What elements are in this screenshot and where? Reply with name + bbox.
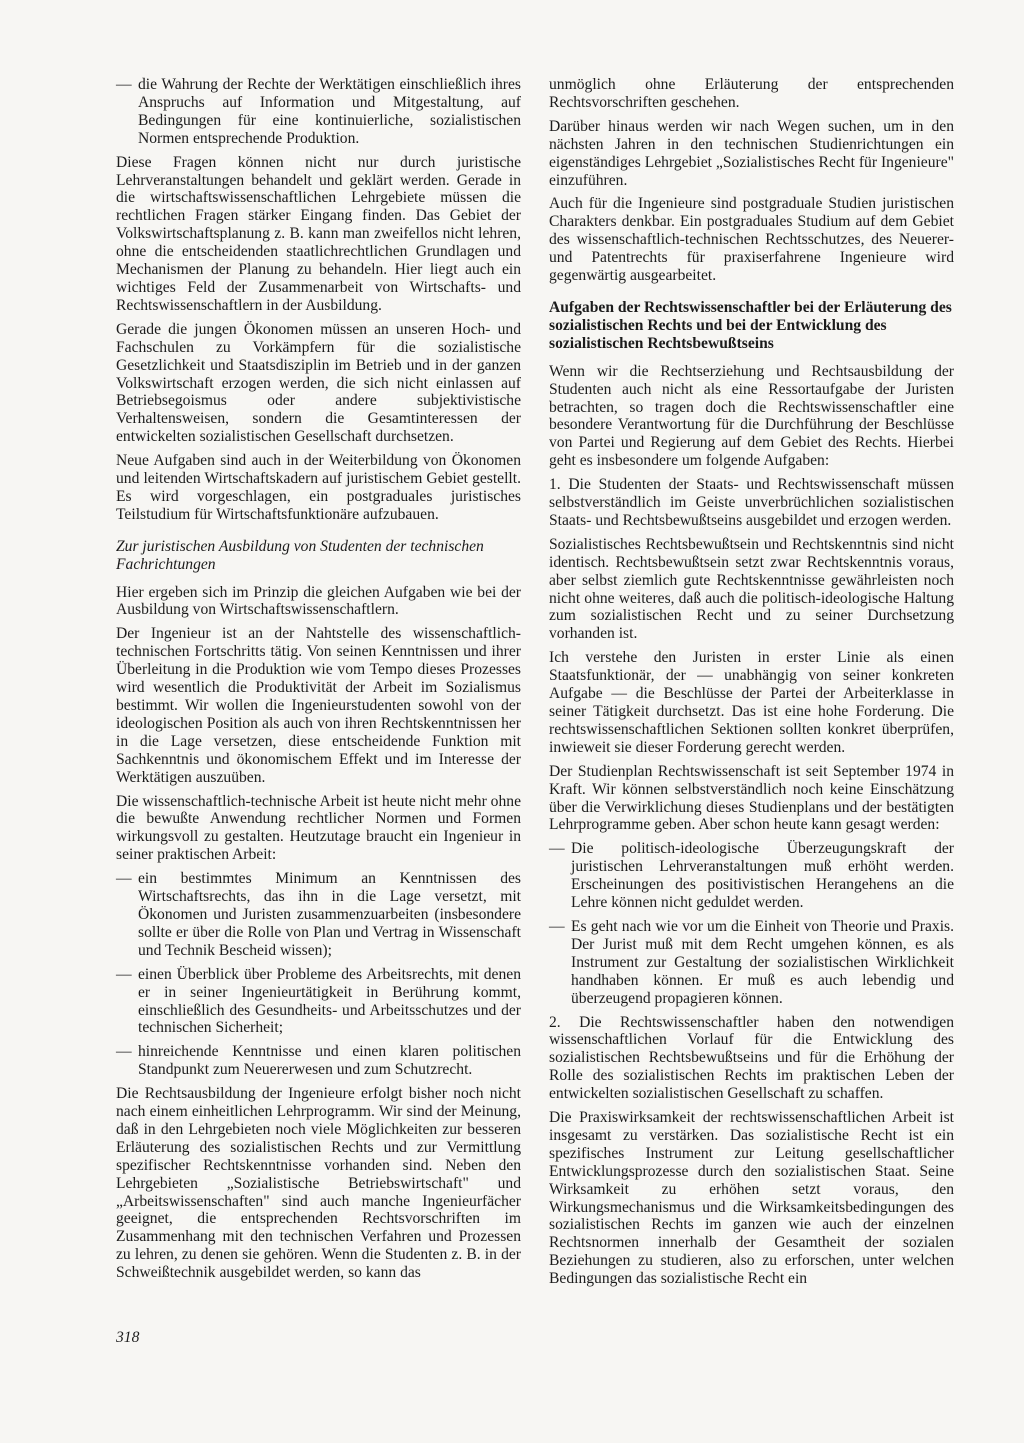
paragraph: Die Rechtsausbildung der Ingenieure erfolgt bisher noch nicht nach einem einheitlichen Lehrprogramm. Wir sind der Meinung, daß in den Lehrgebieten noch viele Möglichkeiten zur besseren Erläuterung des sozialistischen Rechts und zur Vermittlung spezifischer Rechtskenntnisse vorhanden sind. Neben den Lehrgebieten „Sozialistische Betriebswirtschaft" und „Arbeitswissenschaften" sind auch manche Ingenieurfächer geeignet, die entsprechenden Rechtsvorschriften im Zusammenhang mit den technischen Verfahren und Prozessen zu lehren, zu denen sie gehören. Wenn die Studenten z. B. in der Schweißtechnik ausgebildet werden, so kann das: [116, 1085, 521, 1282]
bullet-dash: —: [116, 76, 132, 93]
list-item: [549, 918, 954, 1008]
list-item-text: einen Überblick über Probleme des Arbeitsrechts, mit denen er in seiner Ingenieurtätigkeit in Berührung kommt, einschließlich des Gesundheits- und Arbeitsschutzes und der technischen Sicherheit;: [138, 965, 521, 1037]
paragraph: 1. Die Studenten der Staats- und Rechtswissenschaft müssen selbstverständlich im Geiste unverbrüchlichen sozialistischen Staats- und Rechtsbewußtseins ausgebildet und erzogen werden.: [549, 476, 954, 529]
paragraph: Darüber hinaus werden wir nach Wegen suchen, um in den nächsten Jahren in den technischen Studienrichtungen ein eigenständiges Lehrgebiet „Sozialistisches Recht für Ingenieure" einzuführen.: [549, 117, 954, 189]
list-item: [549, 840, 954, 912]
paragraph: Hier ergeben sich im Prinzip die gleichen Aufgaben wie bei der Ausbildung von Wirtschaftswissenschaftlern.: [116, 583, 521, 619]
paragraph: Ich verstehe den Juristen in erster Linie als einen Staatsfunktionär, der — unabhängig von seiner konkreten Aufgabe — die Beschlüsse der Partei der Arbeiterklasse in seiner Tätigkeit durchsetzt. Das ist eine hohe Forderung. Die rechtswissenschaftlichen Sektionen sollten konkret überprüfen, inwieweit sie dieser Forderung gerecht werden.: [549, 649, 954, 756]
list-item-text: ein bestimmtes Minimum an Kenntnissen des Wirtschaftsrechts, das ihn in die Lage versetzt, mit Ökonomen und Juristen zusammenzuarbeiten (insbesondere sollte er über die Rolle von Plan und Vertrag in Wissenschaft und Technik Bescheid wissen);: [138, 870, 521, 959]
paragraph: Auch für die Ingenieure sind postgraduale Studien juristischen Charakters denkbar. Ein postgraduales Studium auf dem Gebiet des wissenschaftlich-technischen Rechtsschutzes, des Neuerer- und Patentrechts für praxiserfahrene Ingenieure wird gegenwärtig ausgearbeitet.: [549, 195, 954, 285]
bullet-dash: —: [116, 870, 132, 888]
paragraph: Die Praxiswirksamkeit der rechtswissenschaftlichen Arbeit ist insgesamt zu verstärken. Das sozialistische Recht ist ein spezifisches Instrument zur Leitung gesellschaftlicher Entwicklungsprozesse durch den sozialistischen Staat. Seine Wirksamkeit zu erhöhen setzt voraus, den Wirkungsmechanismus und die Wirksamkeitsbedingungen des sozialistischen Rechts im ganzen wie auch der einzelnen Rechtsnormen innerhalb der Gesamtheit der sozialen Beziehungen zu studieren, also zu erforschen, unter welchen Bedingungen das sozialistische Recht ein: [549, 1109, 954, 1288]
list-item: [116, 1043, 521, 1079]
section-heading: Aufgaben der Rechtswissenschaftler bei der Erläuterung des sozialistischen Rechts und bei der Entwicklung des sozialistischen Rechtsbewußtseins: [549, 298, 952, 352]
list-item: [116, 870, 521, 960]
list-item: [116, 76, 521, 148]
list-item-text: Die politisch-ideologische Überzeugungskraft der juristischen Lehrveranstaltungen muß erhöht werden. Erscheinungen des positivistischen Herangehens an die Lehre können nicht geduldet werden.: [571, 840, 954, 912]
paragraph: Der Ingenieur ist an der Nahtstelle des wissenschaftlich-technischen Fortschritts tätig. Von seinen Kenntnissen und ihrer Überleitung in die Produktion wie vom Tempo dieses Prozesses wird wesentlich die Produktivität der Arbeit im Sozialismus bestimmt. Wir wollen die Ingenieurstudenten sowohl von der ideologischen Position als auch von ihren Rechtskenntnissen her in die Lage versetzen, diese entscheidende Funktion mit Sachkenntnis und ökonomischem Effekt und im Interesse der Werktätigen auszuüben.: [116, 625, 521, 786]
list-item: [116, 966, 521, 1038]
paragraph: Der Studienplan Rechtswissenschaft ist seit September 1974 in Kraft. Wir können selbstverständlich noch keine Einschätzung über die Verwirklichung dieses Studienplans und der bestätigten Lehrprogramme geben. Aber schon heute kann gesagt werden:: [549, 762, 954, 834]
right-column: [549, 76, 954, 1294]
bullet-dash: —: [116, 1043, 132, 1061]
list-item-text: die Wahrung der Rechte der Werktätigen einschließlich ihres Anspruchs auf Information und Mitgestaltung, auf Bedingungen für eine kontinuierliche, sozialistischen Normen entsprechende Produktion.: [138, 76, 521, 147]
list-item-text: Es geht nach wie vor um die Einheit von Theorie und Praxis. Der Jurist muß mit dem Recht umgehen können, es als Instrument zur Gestaltung der sozialistischen Wirklichkeit handhaben können. Er muß es auch lebendig und überzeugend propagieren können.: [571, 917, 954, 1007]
bullet-dash: —: [549, 917, 565, 935]
paragraph: Sozialistisches Rechtsbewußtsein und Rechtskenntnis sind nicht identisch. Rechtsbewußtsein setzt zwar Rechtskenntnis voraus, aber selbst ziemlich gute Rechtskenntnisse gewährleisten noch nicht ohne weiteres, daß auch die politisch-ideologische Haltung zum sozialistischen Recht und zu seiner Durchsetzung vorhanden ist.: [549, 535, 954, 643]
paragraph: Wenn wir die Rechtserziehung und Rechtsausbildung der Studenten auch nicht als eine Ressortaufgabe der Juristen betrachten, so tragen doch die Rechtswissenschaftler eine besondere Verantwortung für die Durchführung der Beschlüsse von Partei und Regierung auf dem Gebiet des Rechts. Hierbei geht es insbesondere um folgende Aufgaben:: [549, 362, 954, 470]
page-number: 318: [116, 1329, 140, 1346]
left-column: [116, 76, 521, 1288]
paragraph: Die wissenschaftlich-technische Arbeit ist heute nicht mehr ohne die bewußte Anwendung rechtlicher Normen und Formen wirkungsvoll zu gestalten. Heutzutage braucht ein Ingenieur in seiner praktischen Arbeit:: [116, 792, 521, 864]
paragraph: Gerade die jungen Ökonomen müssen an unseren Hoch- und Fachschulen zu Vorkämpfern für die sozialistische Gesetzlichkeit und Staatsdisziplin im Betrieb und in der ganzen Volkswirtschaft erzogen werden, die sich nicht einlassen auf Betriebsegoismus oder andere subjektivistische Verhaltensweisen, sondern die Gesamtinteressen der entwickelten sozialistischen Gesellschaft durchsetzen.: [116, 320, 521, 446]
paragraph: unmöglich ohne Erläuterung der entsprechenden Rechtsvorschriften geschehen.: [549, 76, 954, 111]
paragraph: 2. Die Rechtswissenschaftler haben den notwendigen wissenschaftlichen Vorlauf für die Entwicklung des sozialistischen Rechtsbewußtseins und für die Erhöhung der Rolle des sozialistischen Rechts im praktischen Leben der entwickelten sozialistischen Gesellschaft zu schaffen.: [549, 1013, 954, 1103]
section-heading: Zur juristischen Ausbildung von Studenten der technischen Fachrichtungen: [116, 537, 484, 573]
list-item-text: hinreichende Kenntnisse und einen klaren politischen Standpunkt zum Neuererwesen und zum Schutzrecht.: [138, 1043, 521, 1079]
bullet-dash: —: [549, 840, 565, 858]
bullet-dash: —: [116, 965, 132, 983]
paragraph: Neue Aufgaben sind auch in der Weiterbildung von Ökonomen und leitenden Wirtschaftskadern auf juristischem Gebiet gestellt. Es wird vorgeschlagen, ein postgraduales juristisches Teilstudium für Wirtschaftsfunktionäre aufzubauen.: [116, 452, 521, 523]
paragraph: Diese Fragen können nicht nur durch juristische Lehrveranstaltungen behandelt und geklärt werden. Gerade in die wirtschaftswissenschaftlichen Lehrgebiete müssen die rechtlichen Fragen stärker Eingang finden. Das Gebiet der Volkswirtschaftsplanung z. B. kann man zweifellos nicht lehren, ohne die entscheidenden staatlichrechtlichen Grundlagen und Mechanismen der Planung zu behandeln. Hier liegt auch ein wichtiges Feld der Zusammenarbeit von Wirtschafts- und Rechtswissenschaftlern in der Ausbildung.: [116, 153, 521, 314]
